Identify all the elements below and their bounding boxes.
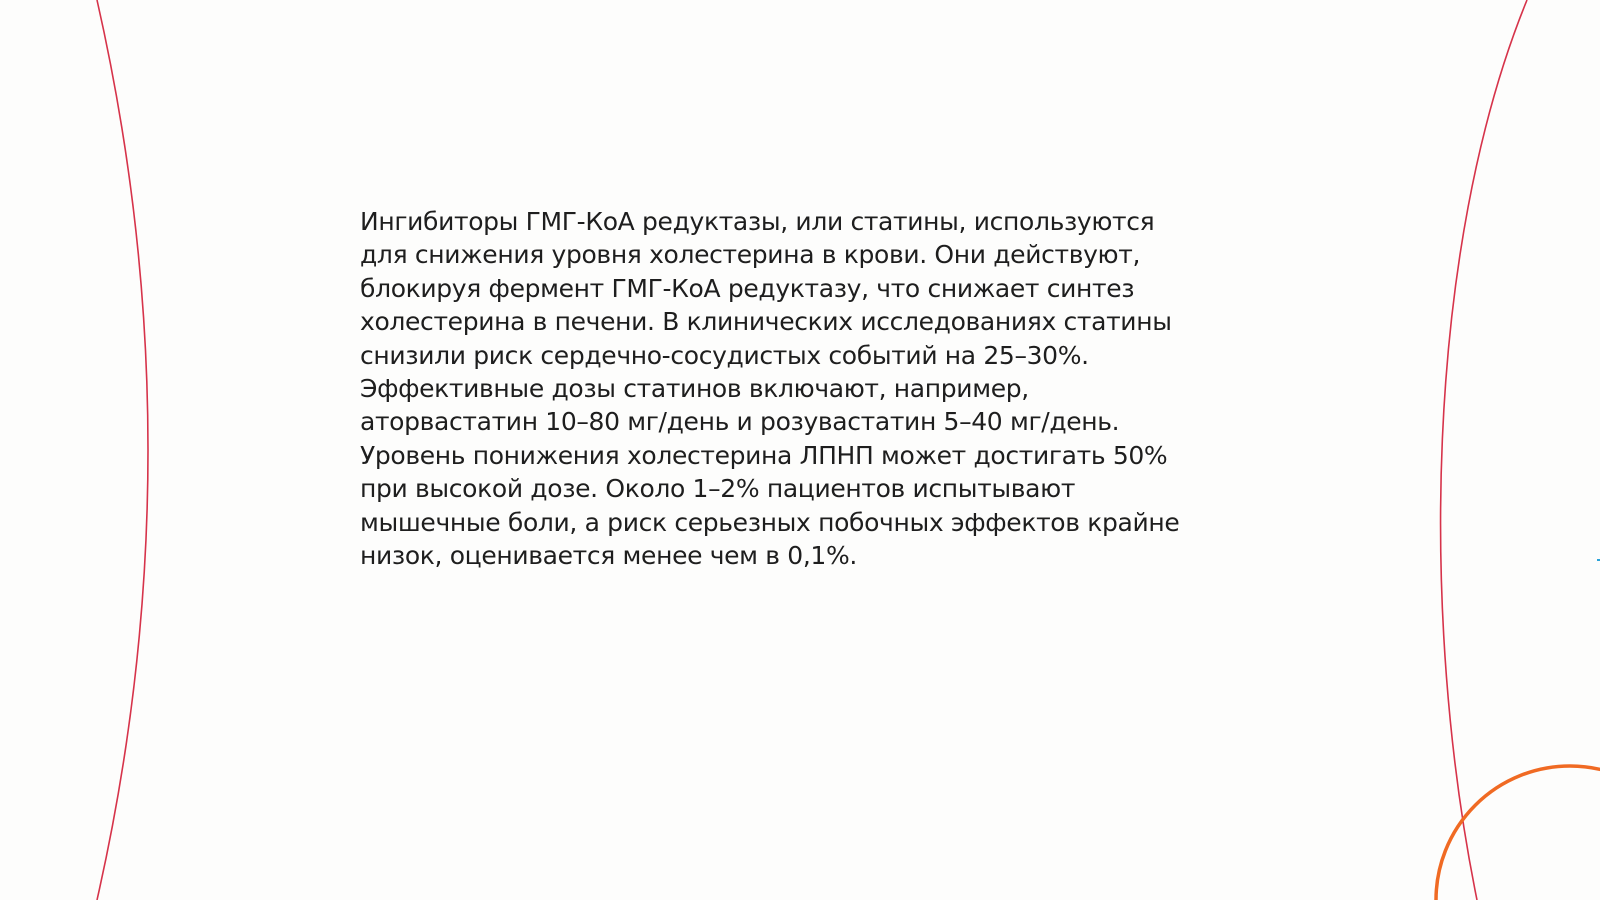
body-line: блокируя фермент ГМГ-КоА редуктазу, что снижает синтез — [360, 273, 1135, 303]
body-line: снизили риск сердечно-сосудистых событий на 25–30%. — [360, 340, 1089, 370]
right-arc-decoration — [1441, 0, 1527, 900]
body-line: мышечные боли, а риск серьезных побочных эффектов крайне — [360, 507, 1180, 537]
body-line: аторвастатин 10–80 мг/день и розувастатин 5–40 мг/день. — [360, 407, 1120, 437]
slide-body-text — [360, 205, 1260, 572]
body-line: при высокой дозе. Около 1–2% пациентов испытывают — [360, 474, 1076, 504]
body-line: холестерина в печени. В клинических исследованиях статины — [360, 307, 1172, 337]
body-line: низок, оценивается менее чем в 0,1%. — [360, 541, 857, 571]
body-line: для снижения уровня холестерина в крови. Они действуют, — [360, 240, 1141, 270]
orange-circle-decoration — [1436, 766, 1600, 900]
body-line: Уровень понижения холестерина ЛПНП может достигать 50% — [360, 440, 1168, 470]
body-line: Эффективные дозы статинов включают, например, — [360, 374, 1029, 404]
body-line: Ингибиторы ГМГ-КоА редуктазы, или статины, используются — [360, 207, 1155, 236]
left-arc-decoration — [97, 0, 148, 900]
